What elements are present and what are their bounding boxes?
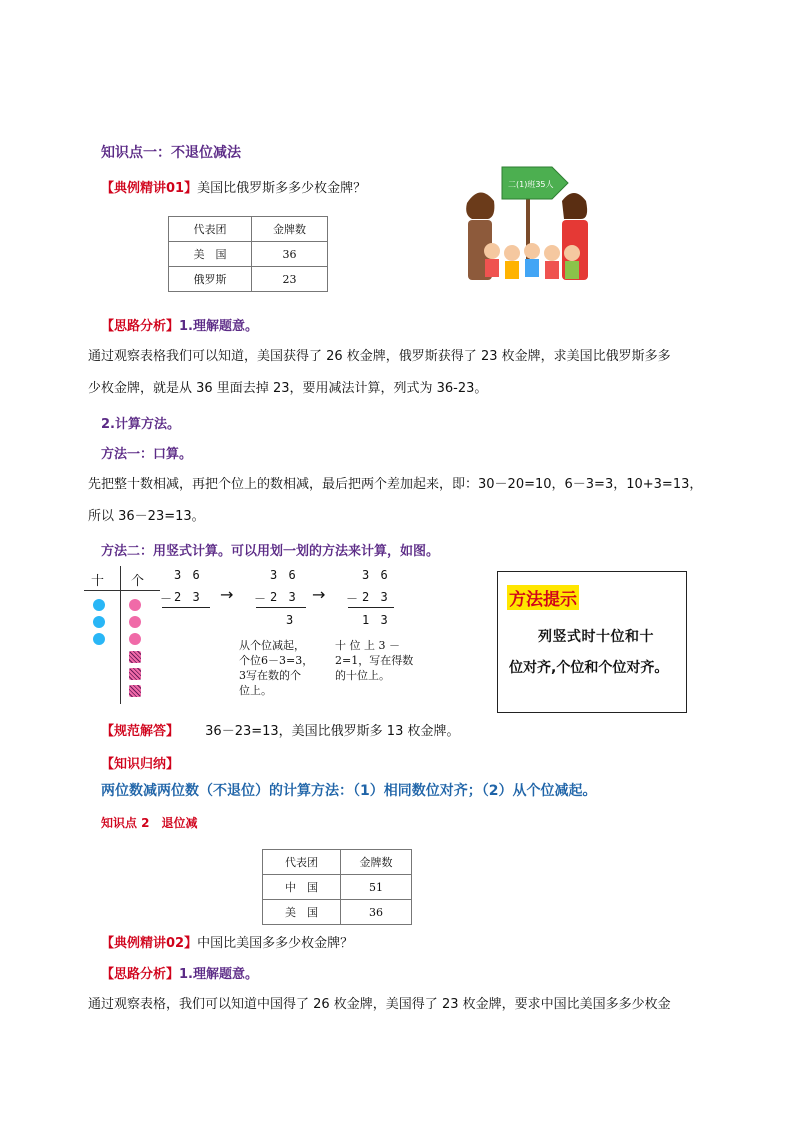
- table-cell: 51: [341, 875, 412, 900]
- table-cell: 美 国: [263, 900, 341, 925]
- table-header-row: [169, 217, 328, 242]
- section2-title: 知识点 2 退位减: [101, 816, 198, 830]
- tens-counter: [93, 633, 105, 645]
- tip-title: 方法提示: [507, 585, 579, 610]
- analysis-tag: 【思路分析】: [101, 319, 180, 334]
- note-ones-line: 3写在数的个: [239, 669, 301, 682]
- vertical1-top: 3 6: [174, 568, 202, 582]
- table-header-cell: 代表团: [169, 217, 252, 242]
- method1-text-2: 所以 36－23=13。: [88, 509, 205, 524]
- example-tag: 【典例精讲02】: [101, 936, 198, 951]
- answer-tag: 【规范解答】: [101, 724, 180, 739]
- method-tip-box: [497, 571, 687, 713]
- vertical2-minus: －: [254, 592, 267, 606]
- table-row: [263, 900, 412, 925]
- note-tens: [335, 638, 413, 683]
- ones-counter-crossed: [129, 668, 141, 680]
- vertical1-minus: －: [160, 592, 173, 606]
- table-cell: 中 国: [263, 875, 341, 900]
- ones-counter: [129, 616, 141, 628]
- tens-counter: [93, 599, 105, 611]
- section1-title: 知识点一：不退位减法: [101, 145, 241, 161]
- table-header-cell: 代表团: [263, 850, 341, 875]
- sign-text: 二(1)班35人: [508, 180, 554, 189]
- arrow-2: →: [312, 585, 326, 604]
- example-02: [101, 932, 353, 951]
- ones-counter: [129, 599, 141, 611]
- note-tens-line: 十 位 上 3 －: [335, 639, 400, 652]
- medal-table-2: [262, 849, 412, 925]
- table-cell: 俄罗斯: [169, 267, 252, 292]
- table-cell: 36: [252, 242, 328, 267]
- note-ones-line: 个位6－3=3，: [239, 654, 314, 667]
- teachers-children-illustration: [452, 165, 612, 287]
- note-ones-line: 从个位减起，: [239, 639, 305, 652]
- vertical1-line: [162, 607, 210, 608]
- note-ones: [239, 638, 313, 698]
- method1-label: 方法一：口算。: [101, 447, 193, 462]
- tens-counter: [93, 616, 105, 628]
- example-tag: 【典例精讲01】: [101, 181, 198, 196]
- ones-counter-crossed: [129, 685, 141, 697]
- abacus-horizontal-line: [84, 590, 160, 591]
- table-row: [263, 875, 412, 900]
- step2: 2.计算方法。: [101, 417, 180, 432]
- table-cell: 36: [341, 900, 412, 925]
- ones-counter-crossed: [129, 651, 141, 663]
- method2-label: 方法二：用竖式计算。可以用划一划的方法来计算，如图。: [101, 544, 440, 559]
- table-cell: 23: [252, 267, 328, 292]
- note-ones-line: 位上。: [239, 684, 272, 697]
- vertical3-minus: －: [346, 592, 359, 606]
- vertical2-line: [256, 607, 306, 608]
- ones-counter: [129, 633, 141, 645]
- summary-text: 两位数减两位数（不退位）的计算方法：（1）相同数位对齐；（2）从个位减起。: [101, 783, 597, 799]
- vertical3-result: 1 3: [362, 613, 390, 627]
- example-01: [101, 177, 366, 196]
- vertical2-bottom: 2 3: [270, 590, 298, 604]
- analysis-text-1: 通过观察表格我们可以知道，美国获得了 26 枚金牌，俄罗斯获得了 23 枚金牌，求美国比俄罗斯多多: [88, 349, 671, 364]
- ones-header: 个: [131, 574, 145, 589]
- vertical3-bottom: 2 3: [362, 590, 390, 604]
- table-row: [169, 267, 328, 292]
- analysis-heading: [101, 315, 258, 334]
- abacus-vertical-line: [120, 566, 121, 704]
- vertical3-top: 3 6: [362, 568, 390, 582]
- note-tens-line: 的十位上。: [335, 669, 390, 682]
- analysis-heading-2: [101, 963, 258, 982]
- vertical3-line: [348, 607, 394, 608]
- method1-text-1: 先把整十数相减，再把个位上的数相减，最后把两个差加起来，即：30－20=10，6－3=3，10+3=13，: [88, 477, 703, 492]
- table-header-row: [263, 850, 412, 875]
- summary-tag: 【知识归纳】: [101, 757, 180, 772]
- medal-table-1: [168, 216, 328, 292]
- vertical2-top: 3 6: [270, 568, 298, 582]
- note-tens-line: 2=1，写在得数: [335, 654, 414, 667]
- table-header-cell: 金牌数: [252, 217, 328, 242]
- analysis-text-2: 少枚金牌，就是从 36 里面去掉 23，要用减法计算，列式为 36-23。: [88, 381, 488, 396]
- example-question: 中国比美国多多少枚金牌？: [197, 936, 354, 951]
- table-header-cell: 金牌数: [341, 850, 412, 875]
- analysis-step1: 1.理解题意。: [179, 319, 258, 334]
- answer-text: 36－23=13，美国比俄罗斯多 13 枚金牌。: [205, 724, 460, 739]
- analysis-tag: 【思路分析】: [101, 967, 180, 982]
- analysis-step1: 1.理解题意。: [179, 967, 258, 982]
- vertical2-result: 3: [286, 613, 294, 627]
- tip-line-2: 位对齐,个位和个位对齐。: [509, 660, 669, 676]
- example-question: 美国比俄罗斯多多少枚金牌？: [197, 181, 367, 196]
- arrow-1: →: [220, 585, 234, 604]
- vertical1-bottom: 2 3: [174, 590, 202, 604]
- tip-line-1: 列竖式时十位和十: [538, 629, 654, 645]
- table-cell: 美 国: [169, 242, 252, 267]
- answer-line: [101, 720, 459, 739]
- tens-header: 十: [91, 574, 105, 589]
- analysis-text-section2: 通过观察表格，我们可以知道中国得了 26 枚金牌，美国得了 23 枚金牌，要求中国比美国多多少枚金: [88, 997, 671, 1012]
- table-row: [169, 242, 328, 267]
